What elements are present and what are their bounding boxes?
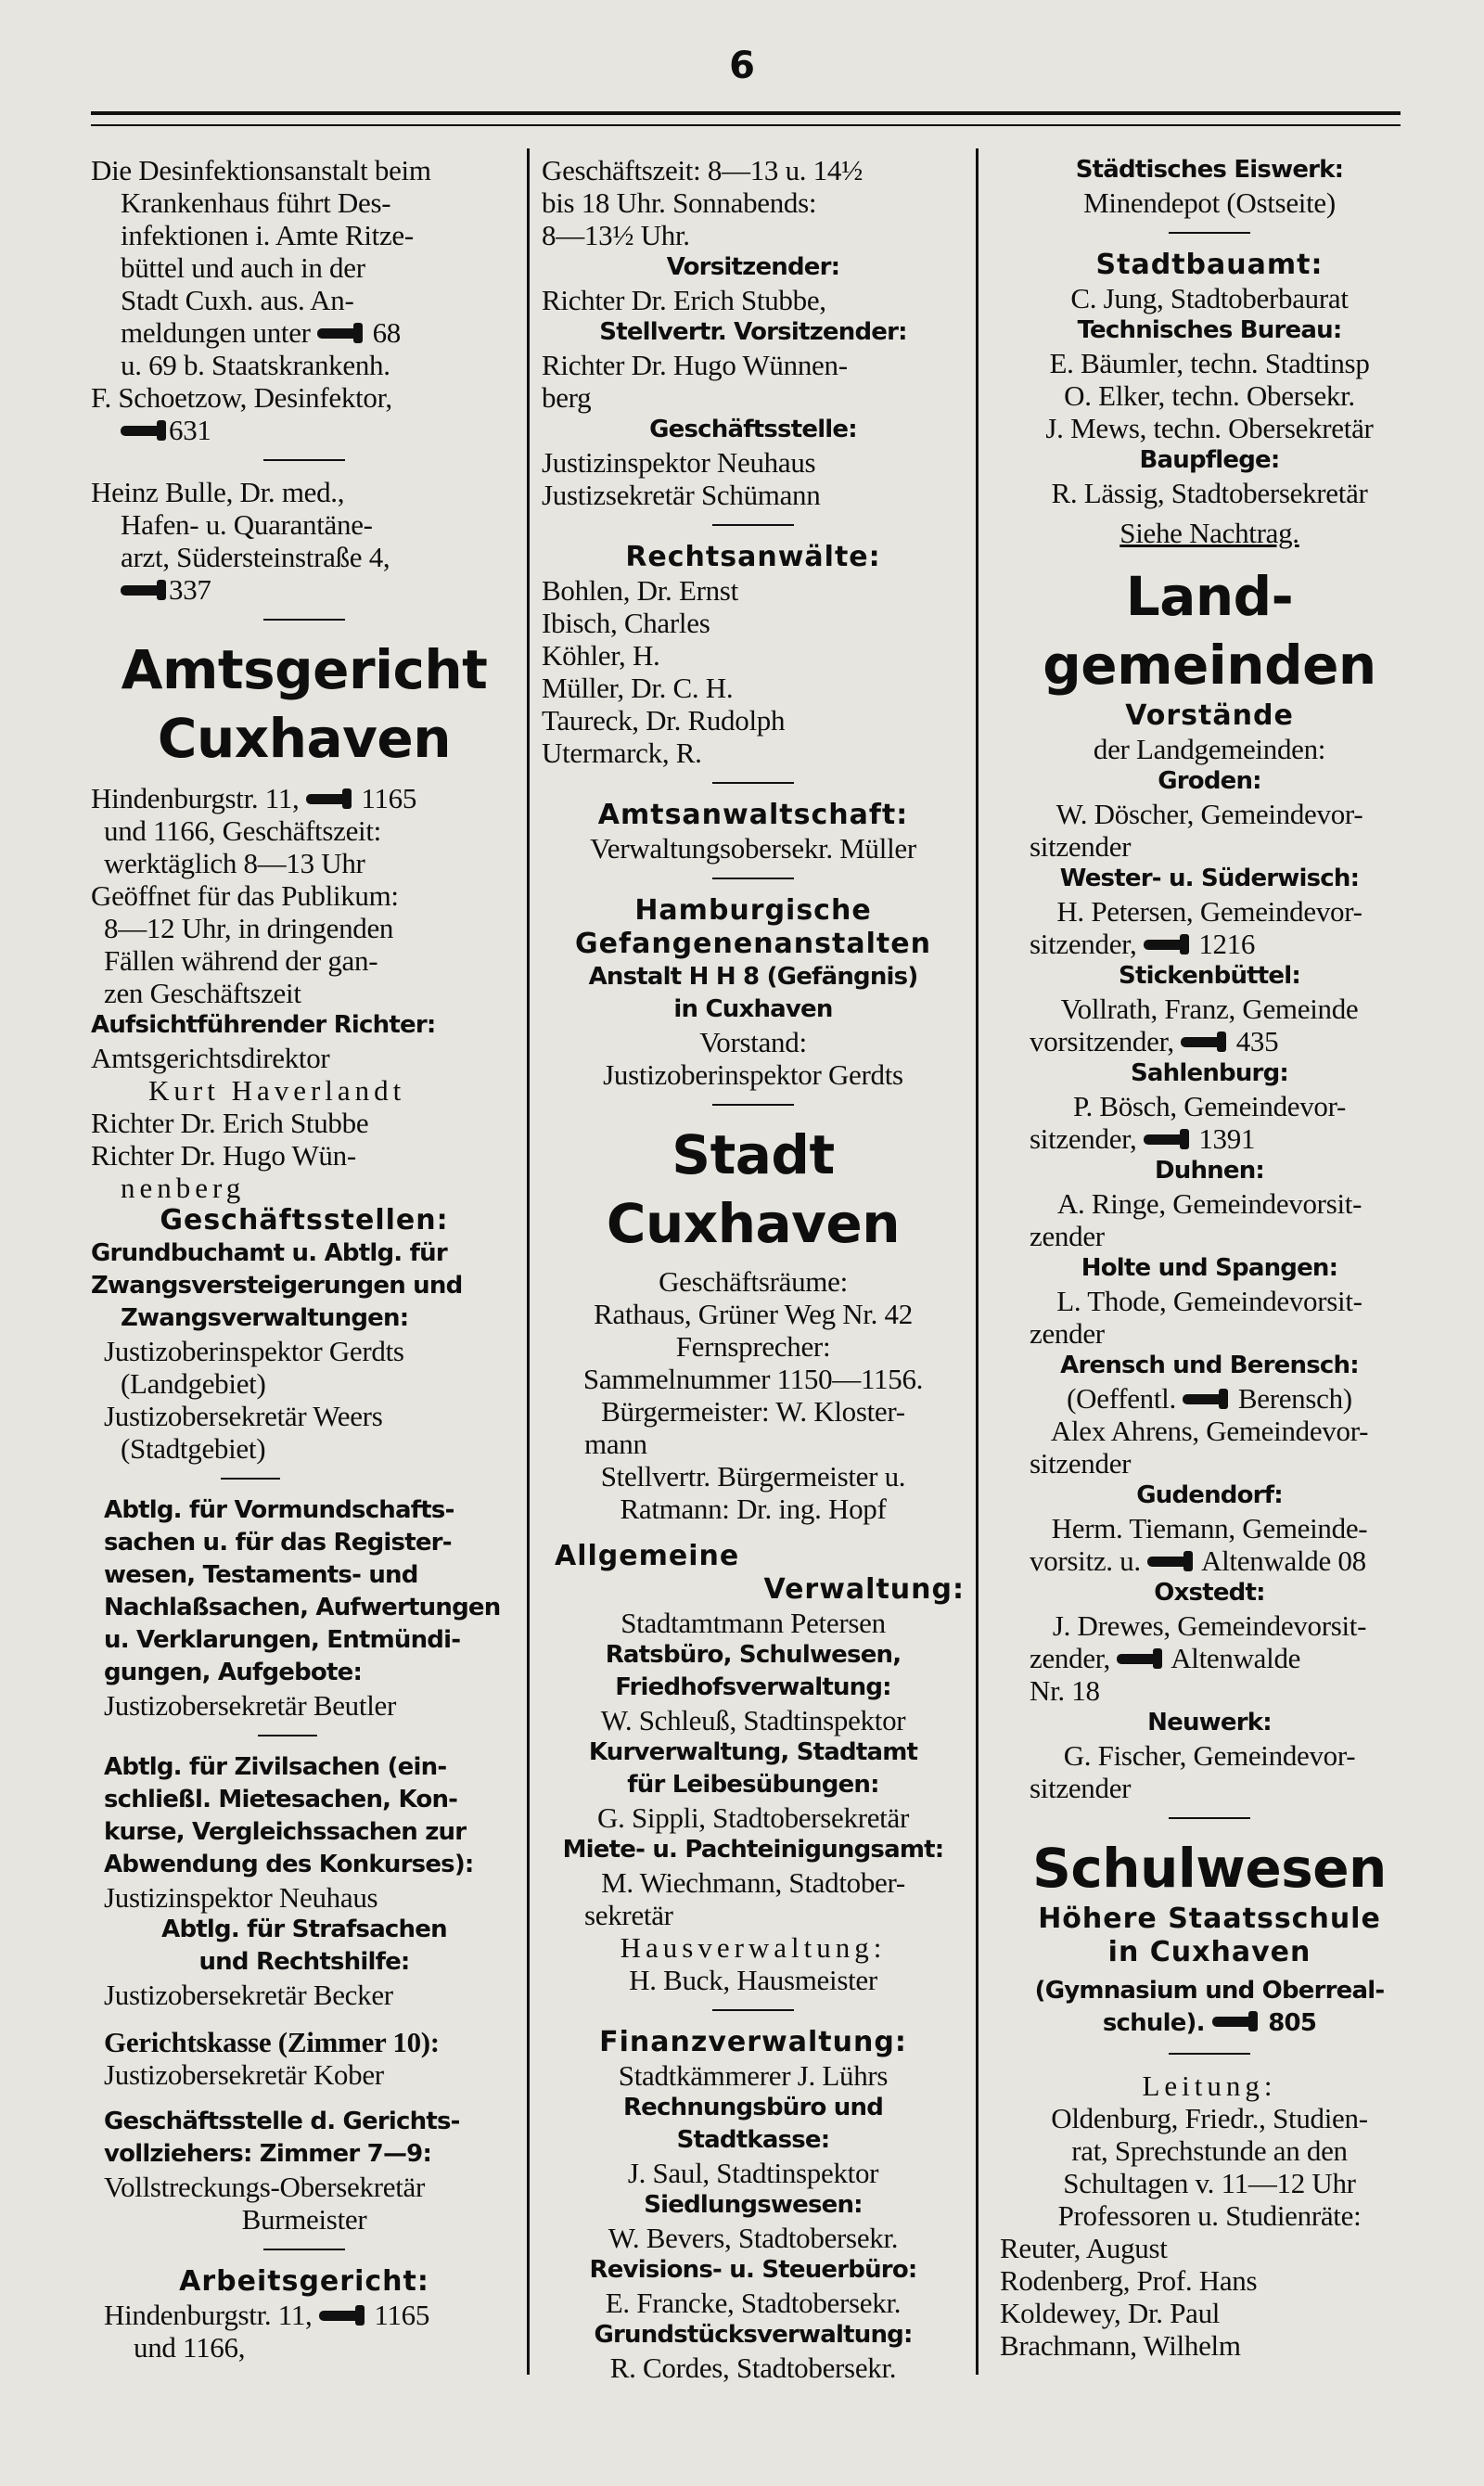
- subsection-heading: gungen, Aufgebote:: [104, 1659, 363, 1686]
- section-title: Stadt: [672, 1123, 835, 1186]
- text-line: (Stadtgebiet): [121, 1432, 266, 1465]
- subsection-heading: Stellvertr. Vorsitzender:: [599, 318, 907, 346]
- text-line: W. Döscher, Gemeindevor-: [1055, 798, 1363, 830]
- spacer: [91, 2011, 518, 2026]
- subsection-heading: Abtlg. für Strafsachen: [161, 1916, 447, 1943]
- text-line: arzt, Südersteinstraße 4,: [121, 541, 390, 573]
- section-title: Cuxhaven: [606, 1192, 901, 1255]
- text-line: infektionen i. Amte Ritze-: [121, 219, 414, 251]
- column-right: [987, 154, 1432, 2362]
- text-line: Ratmann: Dr. ing. Hopf: [620, 1493, 887, 1525]
- text-fragment: sitzender,: [1030, 928, 1137, 960]
- list-item: Bohlen, Dr. Ernst: [542, 574, 738, 607]
- text-line: Minendepot (Ostseite): [1083, 186, 1336, 219]
- subsection-heading: Neuwerk:: [1147, 1709, 1272, 1736]
- text-line: O. Elker, techn. Obersekr.: [1064, 379, 1355, 412]
- subsection-heading: in Cuxhaven: [673, 995, 833, 1023]
- separator: [263, 459, 345, 461]
- text-line: G. Fischer, Gemeindevor-: [1063, 1739, 1356, 1772]
- text-line: Richter Dr. Erich Stubbe: [91, 1107, 369, 1139]
- text-line: Vorstand:: [699, 1026, 807, 1058]
- text-line: L. Thode, Gemeindevorsit-: [1056, 1285, 1362, 1317]
- schoetzow-entry: [91, 381, 518, 446]
- phone-number: 435: [1235, 1025, 1279, 1057]
- text-line: zender: [1030, 1317, 1105, 1350]
- subsection-heading: in Cuxhaven: [1107, 1936, 1311, 1968]
- subsection-heading: Geschäftsstellen:: [160, 1204, 449, 1237]
- text-line: Richter Dr. Hugo Wün-: [91, 1139, 356, 1172]
- subsection-heading: Stadtbauamt:: [1095, 249, 1324, 281]
- text-line: G. Sippli, Stadtobersekretär: [597, 1801, 909, 1834]
- text-fragment: Hindenburgstr. 11,: [91, 782, 300, 814]
- text-line: Brachmann, Wilhelm: [1000, 2329, 1241, 2362]
- text-line: Justizoberinspektor Gerdts: [603, 1058, 903, 1091]
- text-line: rat, Sprechstunde an den: [1071, 2134, 1348, 2167]
- list-item: Ibisch, Charles: [542, 607, 710, 639]
- separator: [1169, 2053, 1250, 2055]
- section-title: Amtsgericht: [121, 638, 488, 701]
- subsection-heading: Vorstände: [1125, 699, 1294, 732]
- subsection-heading: Holte und Spangen:: [1081, 1254, 1338, 1282]
- section-title: Cuxhaven: [157, 707, 452, 770]
- subsection-heading: Anstalt H H 8 (Gefängnis): [588, 963, 918, 991]
- subsection-heading: Allgemeine: [555, 1540, 740, 1572]
- subsection-heading: schließl. Mietesachen, Kon-: [104, 1786, 458, 1813]
- text-line: C. Jung, Stadtoberbaurat: [1070, 282, 1349, 314]
- separator: [712, 524, 794, 526]
- text-line: Herm. Tiemann, Gemeinde-: [1051, 1512, 1368, 1544]
- text-line: Fernsprecher:: [675, 1330, 831, 1363]
- text-line: Burmeister: [241, 2203, 367, 2236]
- subsection-heading: Technisches Bureau:: [1077, 316, 1342, 344]
- subsection-heading: Friedhofsverwaltung:: [615, 1673, 891, 1701]
- phone-number: 1165: [374, 2299, 430, 2331]
- text-fragment: vorsitz. u.: [1030, 1544, 1141, 1577]
- page-number: 6: [729, 45, 755, 87]
- phone-number: 631: [169, 414, 211, 446]
- subsection-heading: und Rechtshilfe:: [198, 1948, 410, 1976]
- text-fragment: Altenwalde 08: [1201, 1544, 1366, 1577]
- text-line: Die Desinfektionsanstalt beim: [91, 154, 431, 186]
- phone-number: 805: [1268, 2009, 1317, 2037]
- column-divider: [527, 148, 530, 2375]
- text-line: Richter Dr. Hugo Wünnen-: [542, 349, 848, 381]
- text-line: Vollstreckungs-Obersekretär: [104, 2171, 425, 2203]
- section-title: gemeinden: [1043, 634, 1376, 697]
- text-fragment: sitzender,: [1030, 1122, 1137, 1155]
- subsection-heading: Sahlenburg:: [1131, 1059, 1288, 1087]
- subsection-heading: Revisions- u. Steuerbüro:: [589, 2256, 917, 2284]
- text-line: Justizobersekretär Beutler: [104, 1689, 396, 1722]
- column-left: [91, 154, 518, 2364]
- text-line: Hausverwaltung:: [620, 1931, 887, 1964]
- text-line: Justizinspektor Neuhaus: [542, 446, 816, 479]
- subsection-heading: Zwangsverwaltungen:: [121, 1304, 409, 1332]
- desinfektion-entry: [91, 154, 518, 381]
- text-line: Fällen während der gan-: [104, 944, 378, 977]
- subsection-heading: u. Verklarungen, Entmündi-: [104, 1626, 461, 1654]
- text-line: Krankenhaus führt Des-: [121, 186, 391, 219]
- text-line: zen Geschäftszeit: [104, 977, 301, 1009]
- text-line: [987, 1544, 1432, 1577]
- telephone-icon: [1147, 1557, 1188, 1567]
- text-line: Justizobersekretär Kober: [104, 2058, 384, 2091]
- separator: [712, 782, 794, 784]
- column-divider: [976, 148, 979, 2375]
- text-line: Koldewey, Dr. Paul: [1000, 2297, 1221, 2329]
- section-title: Land-: [1125, 565, 1294, 628]
- telephone-icon: [1144, 1134, 1184, 1145]
- text-line: sekretär: [584, 1899, 673, 1931]
- text-line: H. Buck, Hausmeister: [629, 1964, 877, 1996]
- text-line: [91, 2299, 518, 2331]
- text-line: Amtsgerichtsdirektor: [91, 1042, 330, 1074]
- text-line: Justizinspektor Neuhaus: [104, 1881, 378, 1914]
- text-line: Alex Ahrens, Gemeindevor-: [1050, 1415, 1369, 1447]
- subsection-heading: Siedlungswesen:: [644, 2191, 863, 2219]
- spacer: [542, 1525, 965, 1540]
- text-line: nenberg: [121, 1172, 246, 1204]
- text-line: Schultagen v. 11—12 Uhr: [1063, 2167, 1356, 2199]
- subsection-heading: Städtisches Eiswerk:: [1075, 156, 1344, 184]
- telephone-icon: [1181, 1037, 1222, 1047]
- phone-number: 337: [169, 573, 211, 606]
- phone-number: 1216: [1198, 928, 1256, 960]
- text-line: sitzender: [1030, 1772, 1132, 1804]
- text-line: sitzender: [1030, 830, 1132, 863]
- text-line: F. Schoetzow, Desinfektor,: [91, 381, 392, 414]
- subsection-heading: Abtlg. für Vormundschafts-: [104, 1496, 454, 1524]
- text-line: E. Francke, Stadtobersekr.: [605, 2287, 902, 2319]
- separator: [1169, 1817, 1250, 1819]
- subsection-heading: Miete- u. Pachteinigungsamt:: [562, 1836, 944, 1864]
- text-line: A. Ringe, Gemeindevorsit-: [1056, 1187, 1362, 1220]
- list-item: Köhler, H.: [542, 639, 660, 672]
- text-line: Gerichtskasse (Zimmer 10):: [104, 2026, 440, 2058]
- subsection-heading: Groden:: [1158, 767, 1261, 795]
- text-fragment: Altenwalde: [1171, 1642, 1301, 1674]
- text-line: Hafen- u. Quarantäne-: [121, 508, 373, 541]
- text-line: W. Schleuß, Stadtinspektor: [600, 1704, 906, 1736]
- text-line: bis 18 Uhr. Sonnabends:: [542, 186, 817, 219]
- text-line: [987, 1382, 1432, 1415]
- telephone-icon: [1144, 940, 1184, 950]
- text-fragment: Hindenburgstr. 11,: [104, 2299, 313, 2331]
- telephone-icon: [121, 585, 161, 596]
- text-fragment: schule).: [1102, 2009, 1205, 2037]
- subsection-heading: vollziehers: Zimmer 7—9:: [104, 2140, 432, 2168]
- text-fragment: meldungen unter: [121, 316, 311, 349]
- text-line: Oldenburg, Friedr., Studien-: [1051, 2102, 1368, 2134]
- text-line: [91, 414, 518, 446]
- text-line: mann: [584, 1428, 647, 1460]
- text-line: Geschäftszeit: 8—13 u. 14½: [542, 154, 864, 186]
- subsection-heading: Baupflege:: [1139, 446, 1280, 474]
- subsection-heading: Grundstücksverwaltung:: [594, 2321, 913, 2349]
- subsection-heading: Duhnen:: [1154, 1157, 1265, 1185]
- text-line: Kurt Haverlandt: [148, 1074, 406, 1107]
- list-item: Utermarck, R.: [542, 737, 702, 769]
- lawyer-list: [542, 574, 965, 769]
- text-line: sitzender: [1030, 1447, 1132, 1480]
- subsection-heading: Verwaltung:: [763, 1573, 965, 1606]
- subsection-heading: Arbeitsgericht:: [179, 2265, 429, 2298]
- text-line: [91, 316, 518, 349]
- subsection-heading: Höhere Staatsschule: [1038, 1903, 1381, 1935]
- phone-number: 68: [372, 316, 402, 349]
- separator: [712, 878, 794, 879]
- text-line: [91, 573, 518, 606]
- text-line: Reuter, August: [1000, 2232, 1168, 2264]
- subsection-heading: Vorsitzender:: [666, 253, 840, 281]
- telephone-icon: [319, 2311, 360, 2321]
- text-line: Verwaltungsobersekr. Müller: [590, 832, 916, 865]
- subsection-heading: Wester- u. Süderwisch:: [1059, 865, 1360, 892]
- subsection-heading: Rechnungsbüro und: [622, 2094, 884, 2121]
- subsection-heading: kurse, Vergleichssachen zur: [104, 1818, 467, 1846]
- text-line: der Landgemeinden:: [1093, 733, 1326, 765]
- text-line: Stadt Cuxh. aus. An-: [121, 284, 354, 316]
- text-line: Professoren u. Studienräte:: [1057, 2199, 1362, 2232]
- text-line: Justizobersekretär Weers: [104, 1400, 383, 1432]
- text-line: P. Bösch, Gemeindevor-: [1072, 1090, 1347, 1122]
- text-line: R. Cordes, Stadtobersekr.: [609, 2351, 897, 2384]
- subsection-heading: Arensch und Berensch:: [1060, 1352, 1359, 1379]
- header-rule: [91, 111, 1401, 115]
- text-line: 8—13½ Uhr.: [542, 219, 690, 251]
- text-line: büttel und auch in der: [121, 251, 365, 284]
- subsection-heading: Ratsbüro, Schulwesen,: [605, 1641, 902, 1669]
- text-line: Vollrath, Franz, Gemeinde: [1060, 993, 1359, 1025]
- telephone-icon: [306, 794, 347, 804]
- text-line: Geöffnet für das Publikum:: [91, 879, 399, 912]
- subsection-heading: Leitung:: [1142, 2070, 1277, 2102]
- subsection-heading: [987, 2007, 1432, 2040]
- text-line: [91, 782, 518, 814]
- subsection-heading: Aufsichtführender Richter:: [91, 1011, 436, 1039]
- text-fragment: zender,: [1030, 1642, 1111, 1674]
- text-line: 8—12 Uhr, in dringenden: [104, 912, 394, 944]
- text-line: Rathaus, Grüner Weg Nr. 42: [594, 1298, 913, 1330]
- subsection-heading: Nachlaßsachen, Aufwertungen: [104, 1594, 501, 1621]
- telephone-icon: [1117, 1654, 1158, 1664]
- text-line: (Landgebiet): [121, 1367, 266, 1400]
- text-line: J. Saul, Stadtinspektor: [627, 2157, 879, 2189]
- subsection-heading: Zwangsversteigerungen und: [91, 1272, 463, 1300]
- text-line: Nr. 18: [1030, 1674, 1100, 1707]
- section-title: Schulwesen: [1032, 1837, 1387, 1900]
- text-line: Justizobersekretär Becker: [104, 1979, 393, 2011]
- text-line: u. 69 b. Staatskrankenh.: [121, 349, 390, 381]
- text-line: [987, 1122, 1432, 1155]
- text-line: J. Drewes, Gemeindevorsit-: [1052, 1609, 1367, 1642]
- phone-number: 1165: [361, 782, 417, 814]
- text-line: und 1166, Geschäftszeit:: [104, 814, 381, 847]
- text-fragment: (Oeffentl.: [1067, 1382, 1176, 1415]
- list-item: Taureck, Dr. Rudolph: [542, 704, 786, 737]
- subsection-heading: Oxstedt:: [1154, 1579, 1265, 1607]
- subsection-heading: Geschäftsstelle:: [649, 416, 857, 443]
- text-line: werktäglich 8—13 Uhr: [104, 847, 365, 879]
- subsection-heading: Rechtsanwälte:: [625, 541, 881, 573]
- separator: [712, 2009, 794, 2011]
- subsection-heading: Hamburgische: [634, 894, 872, 927]
- telephone-icon: [1212, 2017, 1253, 2027]
- text-line: zender: [1030, 1220, 1105, 1252]
- subsection-heading: sachen u. für das Register-: [104, 1529, 452, 1557]
- text-line: M. Wiechmann, Stadtober-: [601, 1866, 905, 1899]
- subsection-heading: wesen, Testaments- und: [104, 1561, 418, 1589]
- text-line: Sammelnummer 1150—1156.: [582, 1363, 924, 1395]
- text-line: [987, 1642, 1432, 1674]
- separator: [1169, 232, 1250, 234]
- subsection-heading: Kurverwaltung, Stadtamt: [588, 1738, 918, 1766]
- column-middle: [542, 154, 965, 2384]
- text-line: R. Lässig, Stadtobersekretär: [1051, 477, 1368, 509]
- text-line: Stellvertr. Bürgermeister u.: [600, 1460, 906, 1493]
- subsection-heading: Gudendorf:: [1136, 1481, 1283, 1509]
- telephone-icon: [317, 328, 358, 339]
- separator: [263, 2249, 345, 2250]
- text-line: Siehe Nachtrag.: [1119, 517, 1299, 549]
- text-line: Stadtamtmann Petersen: [620, 1607, 886, 1639]
- text-line: berg: [542, 381, 592, 414]
- text-line: [987, 928, 1432, 960]
- spacer: [91, 2091, 518, 2106]
- text-line: [987, 1025, 1432, 1057]
- subsection-heading: Grundbuchamt u. Abtlg. für: [91, 1239, 447, 1267]
- separator: [263, 619, 345, 621]
- amtsgericht-address: [91, 782, 518, 1009]
- text-line: H. Petersen, Gemeindevor-: [1056, 895, 1362, 928]
- list-item: Müller, Dr. C. H.: [542, 672, 734, 704]
- text-fragment: vorsitzender,: [1030, 1025, 1174, 1057]
- aufsicht-list: [91, 1042, 518, 1204]
- separator: [221, 1478, 280, 1480]
- subsection-heading: (Gymnasium und Oberreal-: [1034, 1977, 1385, 2005]
- text-line: Geschäftsräume:: [659, 1265, 848, 1298]
- text-line: Justizsekretär Schümann: [542, 479, 821, 511]
- text-line: Richter Dr. Erich Stubbe,: [542, 284, 826, 316]
- text-line: und 1166,: [134, 2331, 246, 2364]
- subsection-heading: Finanzverwaltung:: [599, 2026, 907, 2058]
- phone-number: 1391: [1198, 1122, 1256, 1155]
- text-line: Heinz Bulle, Dr. med.,: [91, 476, 345, 508]
- header-rule-thin: [91, 124, 1401, 126]
- text-line: Justizoberinspektor Gerdts: [104, 1335, 404, 1367]
- telephone-icon: [1183, 1394, 1223, 1404]
- text-line: E. Bäumler, techn. Stadtinsp: [1049, 347, 1370, 379]
- text-fragment: Berensch): [1237, 1382, 1352, 1415]
- subsection-heading: Gefangenenanstalten: [575, 928, 931, 960]
- separator: [712, 1104, 794, 1106]
- text-line: Rodenberg, Prof. Hans: [1000, 2264, 1258, 2297]
- subsection-heading: Geschäftsstelle d. Gerichts-: [104, 2108, 460, 2135]
- text-line: Stadtkämmerer J. Lührs: [618, 2059, 889, 2092]
- separator: [258, 1735, 317, 1736]
- telephone-icon: [121, 426, 161, 436]
- subsection-heading: Stadtkasse:: [676, 2126, 830, 2154]
- subsection-heading: Abwendung des Konkurses):: [104, 1851, 474, 1878]
- subsection-heading: Amtsanwaltschaft:: [597, 799, 909, 831]
- text-line: J. Mews, techn. Obersekretär: [1045, 412, 1374, 444]
- subsection-heading: Stickenbüttel:: [1119, 962, 1300, 990]
- text-line: W. Bevers, Stadtobersekr.: [608, 2222, 899, 2254]
- text-line: Bürgermeister: W. Kloster-: [601, 1395, 905, 1428]
- subsection-heading: für Leibesübungen:: [627, 1771, 879, 1799]
- bulle-entry: [91, 476, 518, 606]
- subsection-heading: Abtlg. für Zivilsachen (ein-: [104, 1753, 447, 1781]
